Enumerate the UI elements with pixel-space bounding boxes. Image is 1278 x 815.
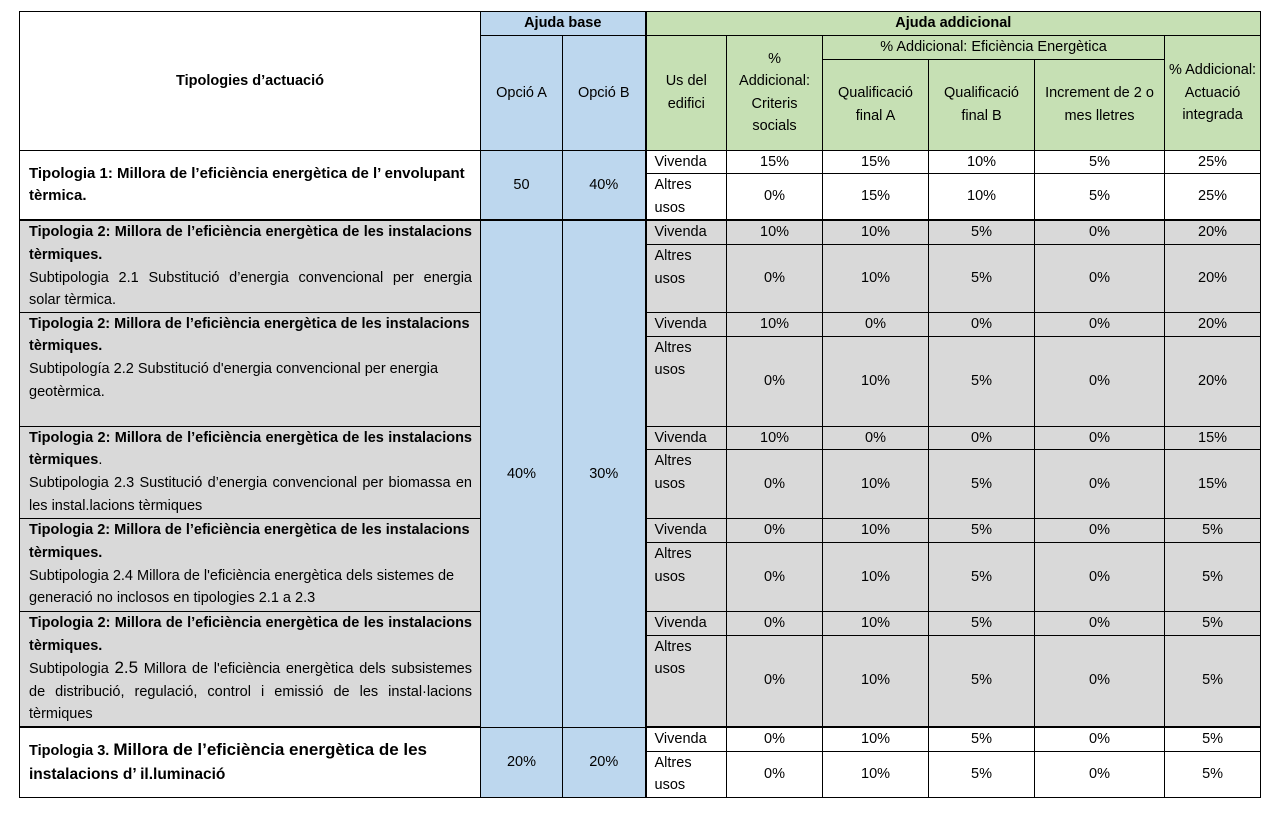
value-cell: 20% <box>1165 220 1261 244</box>
value-cell: 0% <box>823 312 929 336</box>
us-label: Altres usos <box>646 174 727 221</box>
tipologia-1-cell <box>20 150 481 220</box>
header-qualificacio-b: Qualificació final B <box>929 59 1035 150</box>
tipologia-title: Tipologia 2: Millora de l’eficiència energètica de les instalacions tèrmiques. <box>29 315 470 355</box>
value-cell: 0% <box>823 426 929 450</box>
value-cell: 10% <box>823 751 929 797</box>
table-row <box>20 727 1261 751</box>
value-cell: 0% <box>1035 220 1165 244</box>
subtipologia-text: Millora de l'eficiència energètica dels subsistemes de distribució, regulació, control i emissió de les instal·lacions tèrmiques <box>29 661 472 723</box>
table-row <box>20 220 1261 244</box>
value-cell: 0% <box>1035 312 1165 336</box>
us-label: Vivenda <box>646 611 727 635</box>
tipologia-2-5-cell <box>20 611 481 727</box>
value-cell: 0% <box>727 519 823 543</box>
value-cell: 5% <box>1165 611 1261 635</box>
opcio-a-value: 50 <box>481 150 563 220</box>
value-cell: 15% <box>1165 426 1261 450</box>
value-cell: 5% <box>1165 727 1261 751</box>
value-cell: 0% <box>929 312 1035 336</box>
value-cell: 0% <box>1035 542 1165 611</box>
value-cell: 5% <box>929 336 1035 426</box>
header-qualificacio-a: Qualificació final A <box>823 59 929 150</box>
value-cell: 5% <box>1165 635 1261 727</box>
tipologia-title: Tipologia 2: Millora de l’eficiència energètica de les instalacions tèrmiques. <box>29 614 472 654</box>
value-cell: 0% <box>1035 751 1165 797</box>
value-cell: 5% <box>929 542 1035 611</box>
header-tipologies: Tipologies d’actuació <box>20 12 481 151</box>
value-cell: 5% <box>929 635 1035 727</box>
value-cell: 10% <box>929 150 1035 174</box>
value-cell: 10% <box>727 220 823 244</box>
opcio-b-value: 30% <box>563 220 646 727</box>
us-label: Vivenda <box>646 727 727 751</box>
value-cell: 5% <box>929 220 1035 244</box>
tipologia-title: Tipologia 3. <box>29 742 110 759</box>
tipologia-title-big: Millora de l’eficiència energètica de les <box>113 739 428 759</box>
value-cell: 0% <box>1035 611 1165 635</box>
us-label: Vivenda <box>646 150 727 174</box>
value-cell: 0% <box>1035 426 1165 450</box>
tipologia-title: Tipologia 2: Millora de l’eficiència energètica de les instalacions tèrmiques <box>29 429 472 469</box>
subtipologia-text: Subtipologia 2.3 Sustitució d’energia convencional per biomassa en les instal.lacions tèrmiques <box>29 474 472 514</box>
us-label: Vivenda <box>646 519 727 543</box>
value-cell: 10% <box>823 336 929 426</box>
value-cell: 10% <box>823 635 929 727</box>
subtipologia-text: Subtipologia 2.1 Substitució d’energia convencional per energia solar tèrmica. <box>29 269 472 309</box>
value-cell: 10% <box>823 220 929 244</box>
opcio-a-value: 20% <box>481 727 563 797</box>
subtipologia-text: Subtipologia 2.4 Millora de l'eficiència energètica dels sistemes de generació no inclosos en tipologies 2.1 a 2.3 <box>29 567 455 607</box>
value-cell: 10% <box>727 426 823 450</box>
value-cell: 5% <box>929 450 1035 519</box>
tipologia-title: Tipologia 2: Millora de l’eficiència energètica de les instalacions tèrmiques. <box>29 522 470 561</box>
us-label: Altres usos <box>646 635 727 727</box>
table-row <box>20 150 1261 174</box>
subtipologia-prefix: Subtipologia <box>29 661 109 678</box>
tipologia-2-1-cell <box>20 220 481 312</box>
value-cell: 0% <box>727 542 823 611</box>
value-cell: 15% <box>823 174 929 221</box>
opcio-b-value: 20% <box>563 727 646 797</box>
value-cell: 20% <box>1165 336 1261 426</box>
value-cell: 10% <box>823 611 929 635</box>
header-criteris-socials: % Addicional: Criteris socials <box>727 36 823 151</box>
value-cell: 0% <box>1035 519 1165 543</box>
us-label: Altres usos <box>646 751 727 797</box>
value-cell: 10% <box>823 542 929 611</box>
subtipologia-text: Subtipología 2.2 Substitució d'energia convencional per energia geotèrmica. <box>29 360 439 400</box>
value-cell: 0% <box>727 611 823 635</box>
value-cell: 20% <box>1165 245 1261 313</box>
value-cell: 5% <box>1035 150 1165 174</box>
header-increment: Increment de 2 o mes lletres <box>1035 59 1165 150</box>
value-cell: 0% <box>727 336 823 426</box>
value-cell: 15% <box>1165 450 1261 519</box>
value-cell: 10% <box>823 727 929 751</box>
value-cell: 5% <box>929 245 1035 313</box>
value-cell: 5% <box>929 727 1035 751</box>
value-cell: 0% <box>929 426 1035 450</box>
opcio-a-value: 40% <box>481 220 563 727</box>
value-cell: 0% <box>1035 450 1165 519</box>
header-opcio-b: Opció B <box>563 36 646 151</box>
value-cell: 5% <box>1165 542 1261 611</box>
value-cell: 5% <box>1035 174 1165 221</box>
header-ajuda-base: Ajuda base <box>481 12 646 36</box>
header-ajuda-addicional: Ajuda addicional <box>646 12 1261 36</box>
header-us-edifici: Us del edifici <box>646 36 727 151</box>
value-cell: 0% <box>1035 635 1165 727</box>
tipologia-title-end: instalacions d’ il.luminació <box>29 765 226 783</box>
ajudes-table <box>19 11 1261 798</box>
value-cell: 5% <box>929 519 1035 543</box>
value-cell: 10% <box>823 450 929 519</box>
value-cell: 5% <box>929 611 1035 635</box>
us-label: Vivenda <box>646 426 727 450</box>
value-cell: 0% <box>1035 727 1165 751</box>
tipologia-title: Tipologia 1: Millora de l’eficiència energètica de l’ envolupant tèrmica. <box>29 164 465 204</box>
opcio-b-value: 40% <box>563 150 646 220</box>
value-cell: 25% <box>1165 150 1261 174</box>
value-cell: 5% <box>1165 751 1261 797</box>
value-cell: 0% <box>1035 245 1165 313</box>
us-label: Altres usos <box>646 450 727 519</box>
value-cell: 20% <box>1165 312 1261 336</box>
tipologia-2-3-cell <box>20 426 481 519</box>
header-eficiencia: % Addicional: Eficiència Energètica <box>823 36 1165 60</box>
header-opcio-a: Opció A <box>481 36 563 151</box>
us-label: Vivenda <box>646 220 727 244</box>
value-cell: 0% <box>727 174 823 221</box>
us-label: Altres usos <box>646 336 727 426</box>
value-cell: 0% <box>727 450 823 519</box>
tipologia-title: Tipologia 2: Millora de l’eficiència energètica de les instalacions tèrmiques. <box>29 224 472 263</box>
us-label: Vivenda <box>646 312 727 336</box>
us-label: Altres usos <box>646 245 727 313</box>
us-label: Altres usos <box>646 542 727 611</box>
title-period: . <box>98 452 103 469</box>
value-cell: 0% <box>1035 336 1165 426</box>
value-cell: 15% <box>727 150 823 174</box>
value-cell: 5% <box>1165 519 1261 543</box>
value-cell: 25% <box>1165 174 1261 221</box>
value-cell: 5% <box>929 751 1035 797</box>
tipologia-3-cell <box>20 727 481 797</box>
value-cell: 10% <box>929 174 1035 221</box>
value-cell: 0% <box>727 751 823 797</box>
value-cell: 0% <box>727 635 823 727</box>
subtipologia-number: 2.5 <box>114 658 139 678</box>
value-cell: 15% <box>823 150 929 174</box>
header-actuacio-integrada: % Addicional: Actuació integrada <box>1165 36 1261 151</box>
value-cell: 0% <box>727 727 823 751</box>
tipologia-2-4-cell <box>20 519 481 612</box>
tipologia-2-2-cell <box>20 312 481 426</box>
value-cell: 0% <box>727 245 823 313</box>
value-cell: 10% <box>823 245 929 313</box>
value-cell: 10% <box>727 312 823 336</box>
value-cell: 10% <box>823 519 929 543</box>
